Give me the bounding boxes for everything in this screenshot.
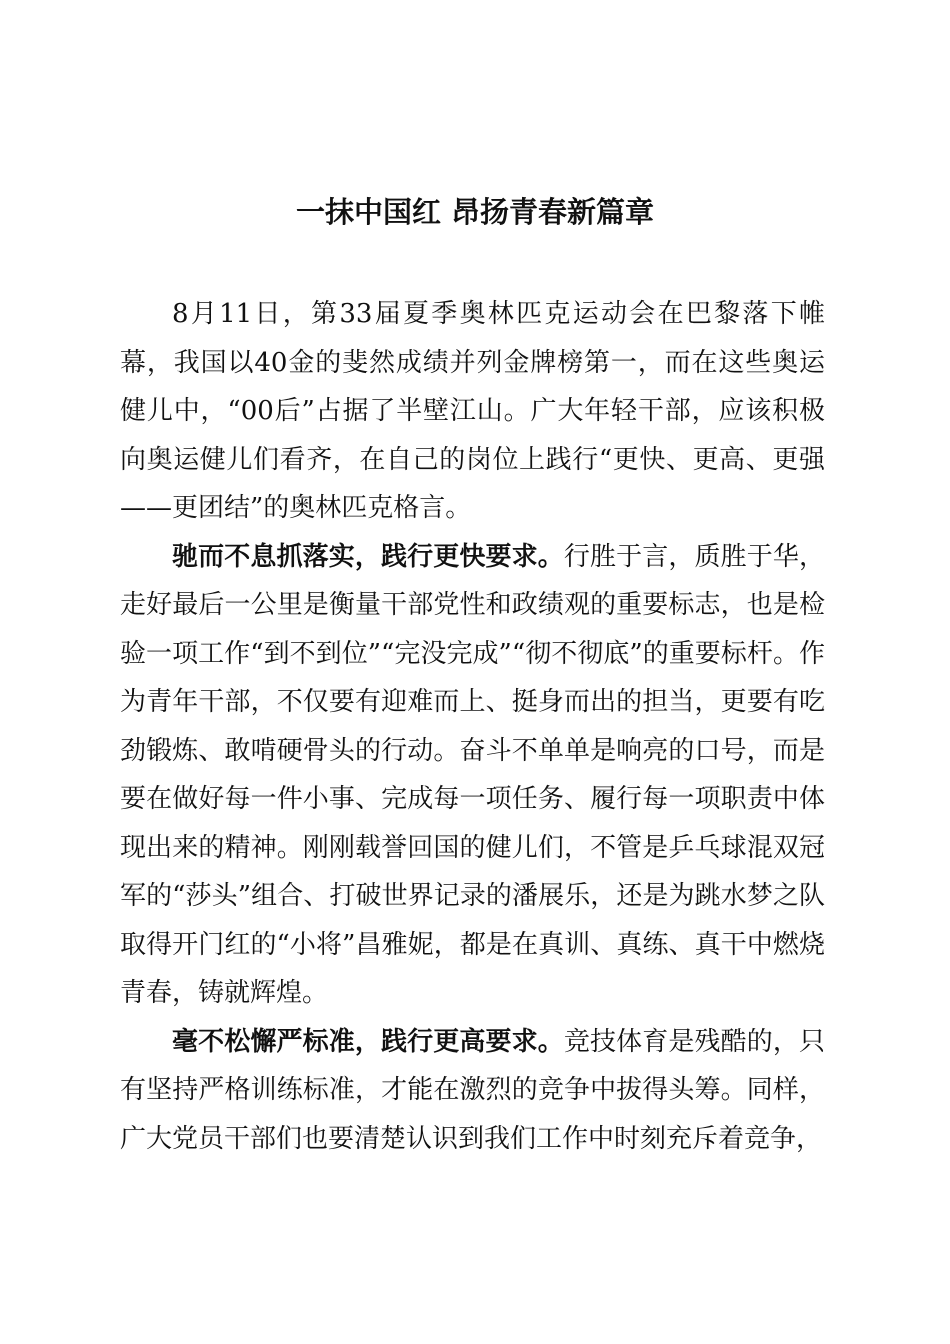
paragraph-lead: 毫不松懈严标准，践行更高要求。 — [172, 1026, 564, 1057]
paragraph-text: 8月11日，第33届夏季奥林匹克运动会在巴黎落下帷幕，我国以40金的斐然成绩并列金牌榜第一，而在这些奥运健儿中，“00后”占据了半壁江山。广大年轻干部，应该积极向奥运健儿们看齐，在自己的岗位上践行“更快、更高、更强——更团结”的奥林匹克格言。 — [120, 299, 825, 523]
paragraph-faster — [120, 533, 825, 1018]
paragraph-intro — [120, 290, 825, 533]
paragraph-text: 竞技体育是残酷的，只有坚持严格训练标准，才能在激烈的竞争中拔得头筹。同样，广大党员干部们也要清楚认识到我们工作中时刻充斥着竞争， — [120, 1026, 825, 1154]
paragraph-higher — [120, 1018, 825, 1164]
paragraph-text: 行胜于言，质胜于华，走好最后一公里是衡量干部党性和政绩观的重要标志，也是检验一项工作“到不到位”“完没完成”“彻不彻底”的重要标杆。作为青年干部，不仅要有迎难而上、挺身而出的担当，更要有吃劲锻炼、敢啃硬骨头的行动。奋斗不单单是响亮的口号，而是要在做好每一件小事、完成每一项任务、履行每一项职责中体现出来的精神。刚刚载誉回国的健儿们，不管是乒乓球混双冠军的“莎头”组合、打破世界记录的潘展乐，还是为跳水梦之队取得开门红的“小将”昌雅妮，都是在真训、真练、真干中燃烧青春，铸就辉煌。 — [120, 541, 825, 1008]
document-title: 一抹中国红 昂扬青春新篇章 — [295, 195, 655, 229]
document-body — [120, 290, 825, 1163]
paragraph-lead: 驰而不息抓落实，践行更快要求。 — [172, 541, 564, 572]
